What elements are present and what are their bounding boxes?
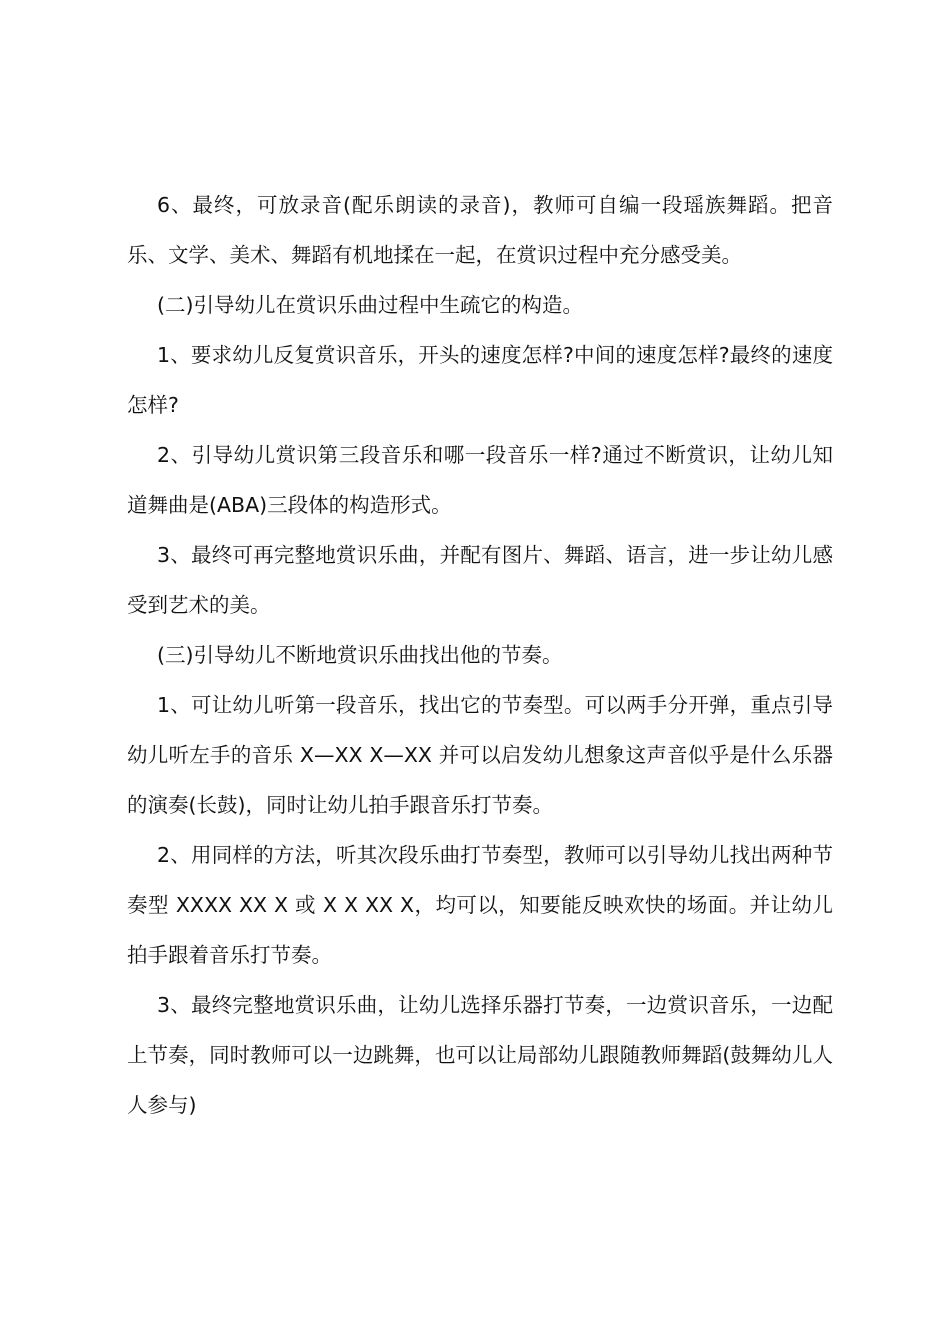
section-heading-2: (二)引导幼儿在赏识乐曲过程中生疏它的构造。 (157, 293, 583, 317)
paragraph-step-6: 6、最终，可放录音(配乐朗读的录音)，教师可自编一段瑶族舞蹈。把音乐、文学、美术、舞蹈有机地揉在一起，在赏识过程中充分感受美。 (127, 193, 833, 267)
paragraph-3-1: 1、可让幼儿听第一段音乐，找出它的节奏型。可以两手分开弹，重点引导幼儿听左手的音乐 X—XX X—XX 并可以启发幼儿想象这声音似乎是什么乐器的演奏(长鼓)，同时让幼儿拍手跟音乐打节奏。 (127, 693, 833, 817)
document-body (127, 180, 833, 1130)
paragraph-3-2: 2、用同样的方法，听其次段乐曲打节奏型，教师可以引导幼儿找出两种节奏型 XXXX XX X 或 X X XX X，均可以，知要能反映欢快的场面。并让幼儿拍手跟着音乐打节奏。 (127, 843, 833, 967)
section-heading-3: (三)引导幼儿不断地赏识乐曲找出他的节奏。 (157, 643, 563, 667)
paragraph-2-3: 3、最终可再完整地赏识乐曲，并配有图片、舞蹈、语言，进一步让幼儿感受到艺术的美。 (127, 543, 833, 617)
paragraph-2-1: 1、要求幼儿反复赏识音乐，开头的速度怎样?中间的速度怎样?最终的速度怎样? (127, 343, 833, 417)
paragraph-2-2: 2、引导幼儿赏识第三段音乐和哪一段音乐一样?通过不断赏识，让幼儿知道舞曲是(ABA)三段体的构造形式。 (127, 443, 833, 517)
paragraph-3-3: 3、最终完整地赏识乐曲，让幼儿选择乐器打节奏，一边赏识音乐，一边配上节奏，同时教师可以一边跳舞，也可以让局部幼儿跟随教师舞蹈(鼓舞幼儿人人参与) (127, 993, 833, 1117)
